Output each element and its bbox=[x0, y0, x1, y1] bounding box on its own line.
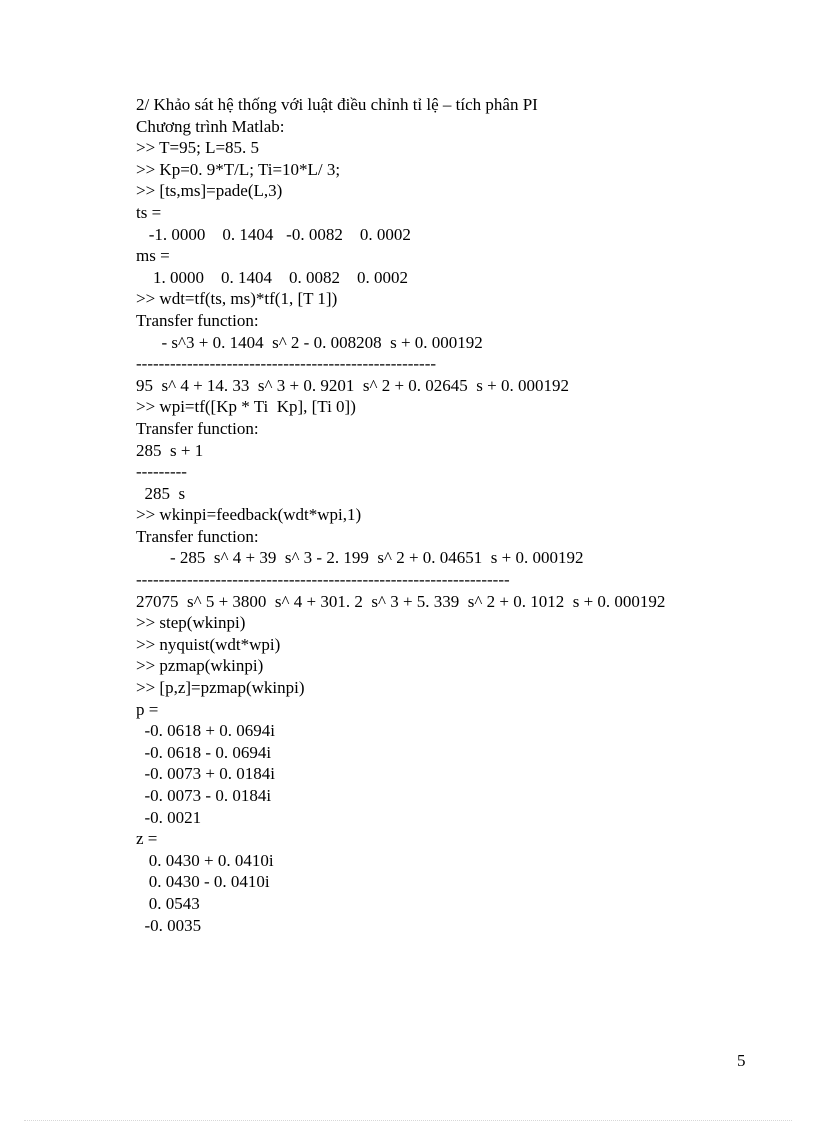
output-line: Transfer function: bbox=[136, 418, 259, 438]
tf-numerator: - 285 s^ 4 + 39 s^ 3 - 2. 199 s^ 2 + 0. 04651 s + 0. 000192 bbox=[136, 548, 584, 568]
zero-value: 0. 0430 + 0. 0410i bbox=[136, 850, 274, 870]
tf-denominator: 27075 s^ 5 + 3800 s^ 4 + 301. 2 s^ 3 + 5. 339 s^ 2 + 0. 1012 s + 0. 000192 bbox=[136, 591, 666, 611]
tf-fraction-bar: ------------------------------------------------------------------ bbox=[136, 570, 510, 590]
tf-fraction-bar: --------- bbox=[136, 462, 187, 482]
output-line: z = bbox=[136, 829, 158, 849]
pole-value: -0. 0618 - 0. 0694i bbox=[136, 742, 272, 762]
code-line: >> Kp=0. 9*T/L; Ti=10*L/ 3; bbox=[136, 159, 341, 179]
tf-fraction-bar: ----------------------------------------------------- bbox=[136, 354, 437, 374]
code-line: >> step(wkinpi) bbox=[136, 613, 246, 633]
code-line: >> [ts,ms]=pade(L,3) bbox=[136, 181, 283, 201]
tf-numerator: - s^3 + 0. 1404 s^ 2 - 0. 008208 s + 0. 000192 bbox=[136, 332, 483, 352]
pole-value: -0. 0073 - 0. 0184i bbox=[136, 786, 272, 805]
page-bottom-divider bbox=[24, 1120, 792, 1121]
output-line: Transfer function: bbox=[136, 310, 259, 330]
output-line: ts = bbox=[136, 202, 162, 222]
output-line: -1. 0000 0. 1404 -0. 0082 0. 0002 bbox=[136, 224, 411, 244]
output-line: 1. 0000 0. 1404 0. 0082 0. 0002 bbox=[136, 267, 408, 287]
tf-denominator: 285 s bbox=[136, 483, 186, 503]
page-number: 5 bbox=[737, 1051, 746, 1070]
tf-denominator: 95 s^ 4 + 14. 33 s^ 3 + 0. 9201 s^ 2 + 0. 02645 s + 0. 000192 bbox=[136, 375, 569, 395]
code-line: >> wpi=tf([Kp * Ti Kp], [Ti 0]) bbox=[136, 397, 356, 417]
output-line: p = bbox=[136, 699, 159, 719]
tf-numerator: 285 s + 1 bbox=[136, 440, 204, 460]
zero-value: 0. 0430 - 0. 0410i bbox=[136, 872, 270, 892]
document-body bbox=[136, 94, 776, 936]
output-line: Transfer function: bbox=[136, 526, 259, 546]
pole-value: -0. 0618 + 0. 0694i bbox=[136, 721, 275, 741]
code-line: >> wdt=tf(ts, ms)*tf(1, [T 1]) bbox=[136, 289, 338, 309]
zero-value: -0. 0035 bbox=[136, 915, 202, 935]
pole-value: -0. 0021 bbox=[136, 807, 202, 827]
zero-value: 0. 0543 bbox=[136, 893, 200, 913]
output-line: ms = bbox=[136, 246, 170, 266]
program-label: Chương trình Matlab: bbox=[136, 116, 285, 136]
code-line: >> wkinpi=feedback(wdt*wpi,1) bbox=[136, 505, 362, 525]
code-line: >> T=95; L=85. 5 bbox=[136, 138, 260, 158]
pole-value: -0. 0073 + 0. 0184i bbox=[136, 764, 275, 784]
code-line: >> pzmap(wkinpi) bbox=[136, 656, 264, 676]
code-line: >> [p,z]=pzmap(wkinpi) bbox=[136, 678, 305, 698]
code-line: >> nyquist(wdt*wpi) bbox=[136, 634, 281, 654]
section-heading: 2/ Khảo sát hệ thống với luật điều chỉnh tỉ lệ – tích phân PI bbox=[136, 95, 538, 114]
